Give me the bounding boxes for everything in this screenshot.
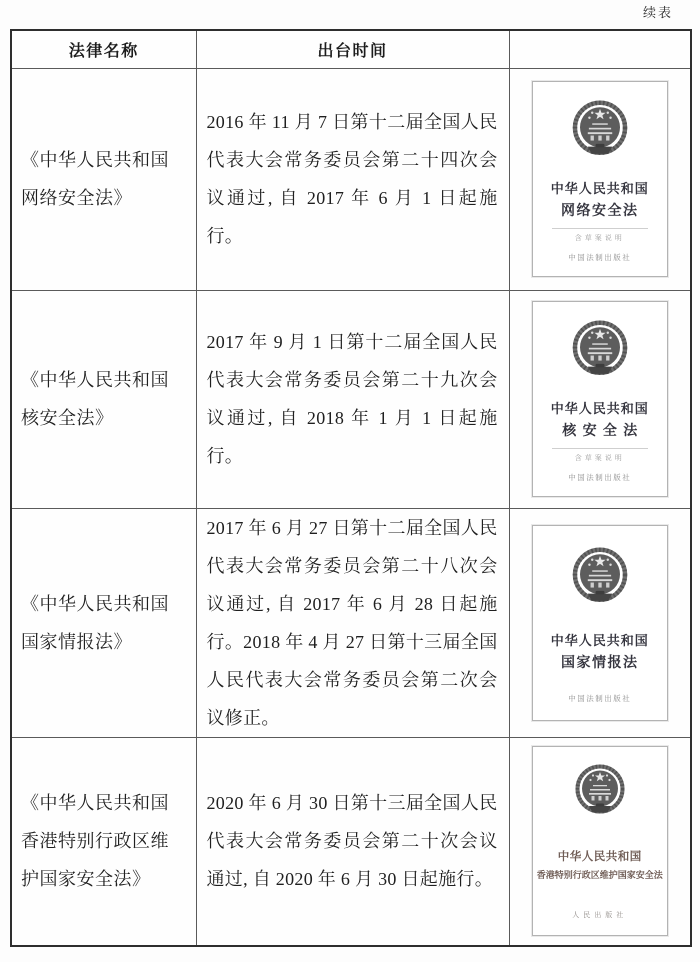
table-row	[11, 737, 691, 946]
national-emblem-icon	[572, 100, 628, 160]
cover-title-line2: 国家情报法	[561, 655, 639, 671]
issue-time: 2017 年 6 月 27 日第十二届全国人民代表大会常务委员会第二十八次会议通过, 自 2017 年 6 月 28 日起施行。2018 年 4 月 27 日第十三届全国人民代表大会常务委员会第二次会议修正。	[206, 517, 498, 728]
cover-publisher: 中国法制出版社	[568, 693, 632, 703]
cover-title-line2: 香港特别行政区维护国家安全法	[536, 870, 663, 881]
cover-publisher: 中国法制出版社	[568, 253, 632, 262]
issue-time: 2020 年 6 月 30 日第十三届全国人民代表大会常务委员会第二十次会议通过, 自 2020 年 6 月 30 日起施行。	[206, 793, 498, 890]
cover-title-line1: 中华人民共和国	[557, 851, 642, 864]
cover-title-line1: 中华人民共和国	[550, 401, 649, 416]
book-cover-cell	[509, 68, 691, 290]
table-row	[11, 508, 691, 737]
cover-title-line1: 中华人民共和国	[550, 632, 649, 648]
issue-time-cell	[196, 290, 509, 508]
law-name: 《中华人民共和国香港特别行政区维护国家安全法》	[21, 793, 169, 890]
col-header-cover	[509, 30, 691, 68]
issue-time-cell	[196, 68, 509, 290]
continuation-label: 续表	[642, 5, 673, 20]
issue-time: 2017 年 9 月 1 日第十二届全国人民代表大会常务委员会第二十九次会议通过, 自 2018 年 1 月 1 日起施行。	[206, 332, 498, 466]
cover-subtitle: 含草案说明	[574, 234, 625, 242]
book-cover-cell	[509, 508, 691, 737]
cover-publisher: 人民出版社	[572, 911, 628, 920]
cover-divider-line	[552, 448, 648, 449]
header-row	[11, 30, 691, 68]
national-emblem-icon	[572, 547, 628, 607]
law-name: 《中华人民共和国核安全法》	[21, 370, 169, 428]
law-name-cell	[11, 68, 196, 290]
cover-divider-line	[552, 228, 648, 229]
col-header-law-name: 法律名称	[11, 30, 196, 68]
cover-subtitle: 含草案说明	[574, 454, 625, 462]
law-table	[10, 29, 692, 947]
cover-title-line1: 中华人民共和国	[550, 181, 649, 196]
issue-time: 2016 年 11 月 7 日第十二届全国人民代表大会常务委员会第二十四次会议通过, 自 2017 年 6 月 1 日起施行。	[206, 112, 498, 246]
book-cover-cell	[509, 737, 691, 946]
book-cover	[532, 525, 668, 721]
cover-title-line2: 网络安全法	[561, 204, 639, 219]
book-cover-cell	[509, 290, 691, 508]
table-row	[11, 68, 691, 290]
law-name-cell	[11, 290, 196, 508]
book-cover	[532, 746, 668, 936]
law-name: 《中华人民共和国国家情报法》	[21, 593, 169, 652]
cover-title-line2: 核安全法	[562, 424, 644, 439]
table-row	[11, 290, 691, 508]
issue-time-cell	[196, 508, 509, 737]
law-name-cell	[11, 737, 196, 946]
book-cover	[532, 81, 668, 277]
book-cover	[532, 301, 668, 497]
national-emblem-icon	[575, 764, 625, 818]
col-header-issue-time: 出台时间	[196, 30, 509, 68]
issue-time-cell	[196, 737, 509, 946]
national-emblem-icon	[572, 320, 628, 380]
law-name-cell	[11, 508, 196, 737]
cover-publisher: 中国法制出版社	[568, 473, 632, 482]
law-name: 《中华人民共和国网络安全法》	[21, 150, 169, 208]
